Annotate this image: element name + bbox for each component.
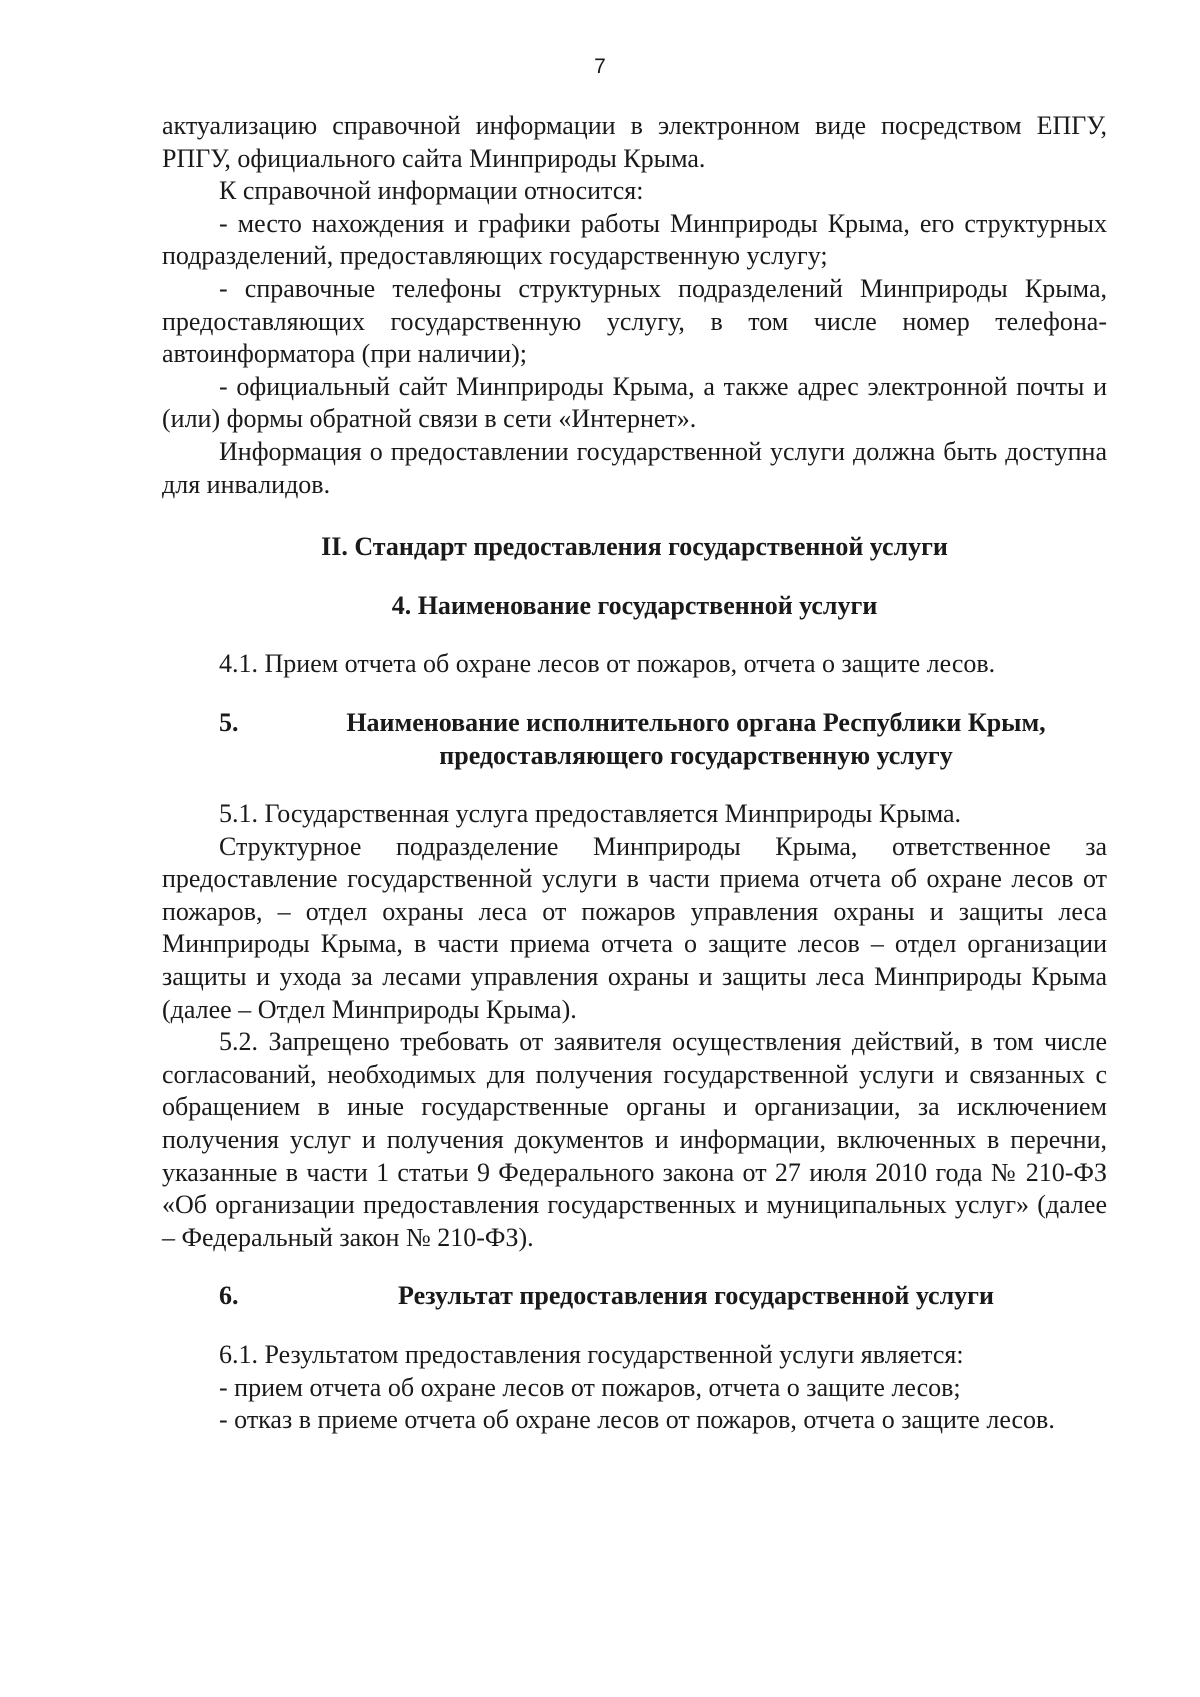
list-item: - отказ в приеме отчета об охране лесов от пожаров, отчета о защите лесов. — [219, 1405, 1055, 1435]
subsection-heading: 4. Наименование государственной услуги — [391, 590, 878, 620]
heading-number: 6. — [219, 1281, 239, 1311]
subsection-heading — [162, 1280, 1107, 1313]
subsection-heading — [162, 707, 1107, 772]
heading-title: Наименование исполнительного органа Республики Крым, предоставляющего государственную услугу — [346, 707, 1046, 770]
paragraph: 5.2. Запрещено требовать от заявителя осуществления действий, в том числе согласований, необходимых для получения государственной услуги и связанных с обращением в иные государственные органы и организации, за исключением получения услуг и получения документов и информации, включенных в перечни, указанные в части 1 статьи 9 Федерального закона от 27 июля 2010 года № 210-ФЗ «Об организации предоставления государственных и муниципальных услуг» (далее – Федеральный закон № 210-ФЗ). — [162, 1027, 1107, 1252]
list-item: - справочные телефоны структурных подразделений Минприроды Крыма, предоставляющих государственную услугу, в том числе номер телефона-автоинформатора (при наличии); — [162, 273, 1107, 369]
paragraph: К справочной информации относится: — [219, 176, 644, 206]
paragraph: Информация о предоставлении государственной услуги должна быть доступна для инвалидов. — [162, 436, 1107, 499]
heading-number: 5. — [219, 707, 239, 737]
paragraph: актуализацию справочной информации в электронном виде посредством ЕПГУ, РПГУ, официального сайта Минприроды Крыма. — [162, 111, 1107, 173]
page-number: 7 — [594, 55, 606, 78]
list-item: - прием отчета об охране лесов от пожаров, отчета о защите лесов; — [219, 1372, 961, 1402]
paragraph: Структурное подразделение Минприроды Крыма, ответственное за предоставление государственной услуги в части приема отчета об охране лесов от пожаров, – отдел охраны леса от пожаров управления охраны и защиты леса Минприроды Крыма, в части приема отчета о защите лесов – отдел организации защиты и ухода за лесами управления охраны и защиты леса Минприроды Крыма (далее – Отдел Минприроды Крыма). — [162, 831, 1107, 1024]
list-item: - официальный сайт Минприроды Крыма, а также адрес электронной почты и (или) формы обратной связи в сети «Интернет». — [162, 371, 1107, 434]
paragraph: 4.1. Прием отчета об охране лесов от пожаров, отчета о защите лесов. — [219, 649, 996, 679]
document-body — [162, 110, 1107, 1437]
paragraph: 5.1. Государственная услуга предоставляется Минприроды Крыма. — [219, 799, 962, 829]
heading-title: Результат предоставления государственной услуги — [398, 1281, 994, 1311]
list-item: - место нахождения и графики работы Минприроды Крыма, его структурных подразделений, предоставляющих государственную услугу; — [162, 208, 1107, 271]
paragraph: 6.1. Результатом предоставления государственной услуги является: — [219, 1340, 964, 1369]
section-heading: II. Стандарт предоставления государственной услуги — [321, 532, 948, 562]
